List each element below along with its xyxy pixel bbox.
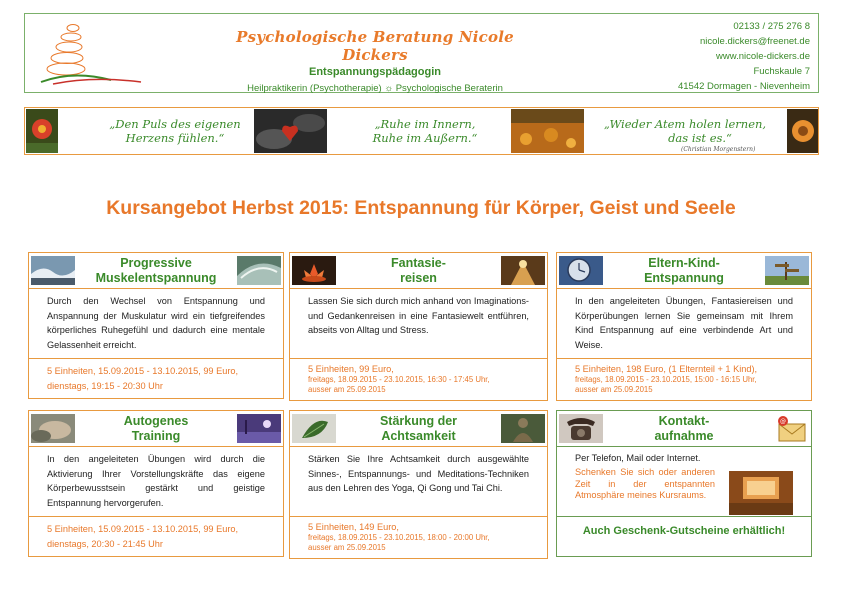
buddha-statue-photo-icon xyxy=(501,414,545,443)
card-header xyxy=(29,253,283,289)
contact-street: Fuchskaule 7 xyxy=(753,66,810,77)
quote-1: „Den Puls des eigenen Herzens fühlen.“ xyxy=(109,117,241,145)
card-description: Lassen Sie sich durch mich anhand von Imaginations- und Gedankenreisen in eine Fantasiewelt entführen, abseits von Alltag und Stress. xyxy=(290,289,547,359)
brand-block xyxy=(225,28,525,94)
telephone-photo-icon xyxy=(559,414,603,443)
leaf-photo-icon xyxy=(292,414,336,443)
contact-website[interactable]: www.nicole-dickers.de xyxy=(716,51,810,62)
card-description: Durch den Wechsel von Entspannung und Anspannung der Muskulatur wird ein tiefgreifendes körperliches Ruhegefühl und dadurch eine mentale Gelassenheit erreicht. xyxy=(29,289,283,359)
card-schedule: 5 Einheiten, 99 Euro, freitags, 18.09.2015 - 23.10.2015, 16:30 - 17:45 Uhr, ausser am 25.09.2015 xyxy=(308,364,490,394)
contact-phone: 02133 / 275 276 8 xyxy=(733,21,810,32)
quote-credit: (Christian Morgenstern) xyxy=(681,146,756,153)
wave-photo-icon xyxy=(31,256,75,285)
resting-face-photo-icon xyxy=(31,414,75,443)
mail-envelope-icon xyxy=(775,414,809,443)
course-room-photo-icon xyxy=(729,471,793,515)
course-card-fantasiereisen[interactable] xyxy=(289,252,548,401)
surf-wave-photo-icon xyxy=(237,256,281,285)
brand-title: Psychologische Beratung Nicole Dickers xyxy=(236,28,514,64)
gift-voucher-notice: Auch Geschenk-Gutscheine erhältlich! xyxy=(582,525,786,537)
card-title: Stärkung der Achtsamkeit xyxy=(379,414,458,443)
dandelion-photo-icon xyxy=(787,109,818,153)
lotus-photo-icon xyxy=(292,256,336,285)
course-card-eltern-kind[interactable] xyxy=(556,252,812,401)
contact-methods: Per Telefon, Mail oder Internet. xyxy=(575,453,701,463)
card-header xyxy=(29,411,283,447)
card-header xyxy=(290,411,547,447)
purple-lake-photo-icon xyxy=(237,414,281,443)
signpost-photo-icon xyxy=(765,256,809,285)
course-card-progressive[interactable] xyxy=(28,252,284,399)
brand-subtitle: Entspannungspädagogin xyxy=(309,66,441,78)
clock-photo-icon xyxy=(559,256,603,285)
contact-card[interactable] xyxy=(556,410,812,557)
card-title: Autogenes Training xyxy=(123,414,189,443)
card-description: Stärken Sie Ihre Achtsamkeit durch ausgewählte Sinnes-, Entspannungs- und Meditations-Techniken aus den Lehren des Yoga, Qi Gong und Tai Chi. xyxy=(290,447,547,517)
svg-text:@: @ xyxy=(780,418,786,425)
course-card-achtsamkeit[interactable] xyxy=(289,410,548,559)
stacked-stones-logo-icon xyxy=(33,18,143,88)
card-title: Fantasie- reisen xyxy=(391,256,446,285)
card-title: Eltern-Kind- Entspannung xyxy=(644,256,724,285)
header xyxy=(24,13,819,93)
contact-description xyxy=(557,447,811,517)
autumn-leaves-photo-icon xyxy=(511,109,584,153)
quote-banner xyxy=(24,107,819,155)
card-schedule: 5 Einheiten, 15.09.2015 - 13.10.2015, 99 Euro, dienstags, 20:30 - 21:45 Uhr xyxy=(47,524,239,549)
card-schedule: 5 Einheiten, 149 Euro, freitags, 18.09.2015 - 23.10.2015, 18:00 - 20:00 Uhr, ausser am 25.09.2015 xyxy=(308,522,490,552)
contact-info xyxy=(678,19,810,94)
light-path-photo-icon xyxy=(501,256,545,285)
card-title: Kontakt- aufnahme xyxy=(654,414,714,443)
quote-2: „Ruhe im Innern, Ruhe im Außern.“ xyxy=(372,117,478,145)
card-header xyxy=(290,253,547,289)
heart-leaf-photo-icon xyxy=(254,109,327,153)
card-description: In den angeleiteten Übungen, Fantasiereisen und Körperübungen lernen Sie gemeinsam mit Ihrem Kind Entspannung auf eine verbindende Art und Weise. xyxy=(557,289,811,359)
flower-photo-icon xyxy=(26,109,58,153)
contact-offer: Schenken Sie sich oder anderen Zeit in der entspannten Atmosphäre meines Kursraums. xyxy=(575,467,715,500)
card-schedule: 5 Einheiten, 15.09.2015 - 13.10.2015, 99 Euro, dienstags, 19:15 - 20:30 Uhr xyxy=(47,366,239,391)
card-header xyxy=(557,253,811,289)
course-card-autogenes-training[interactable] xyxy=(28,410,284,557)
quote-3: „Wieder Atem holen lernen, das ist es.“ xyxy=(603,117,767,145)
card-schedule: 5 Einheiten, 198 Euro, (1 Elternteil + 1 Kind), freitags, 18.09.2015 - 23.10.2015, 15:00 - 16:15 Uhr, ausser am 25.09.2015 xyxy=(575,364,758,394)
page-title: Kursangebot Herbst 2015: Entspannung für Körper, Geist und Seele xyxy=(106,197,736,219)
card-description: In den angeleiteten Übungen wird durch die Aktivierung Ihrer Vorstellungskräfte das eigene Körperbewusstsein gestärkt und geistige Entspannung hervorgerufen. xyxy=(29,447,283,517)
card-header xyxy=(557,411,811,447)
brand-qualifications: Heilpraktikerin (Psychotherapie) ☼ Psychologische Beraterin xyxy=(247,83,503,94)
contact-email[interactable]: nicole.dickers@freenet.de xyxy=(700,36,810,47)
contact-city: 41542 Dormagen - Nievenheim xyxy=(677,81,810,92)
card-title: Progressive Muskelentspannung xyxy=(95,256,217,285)
